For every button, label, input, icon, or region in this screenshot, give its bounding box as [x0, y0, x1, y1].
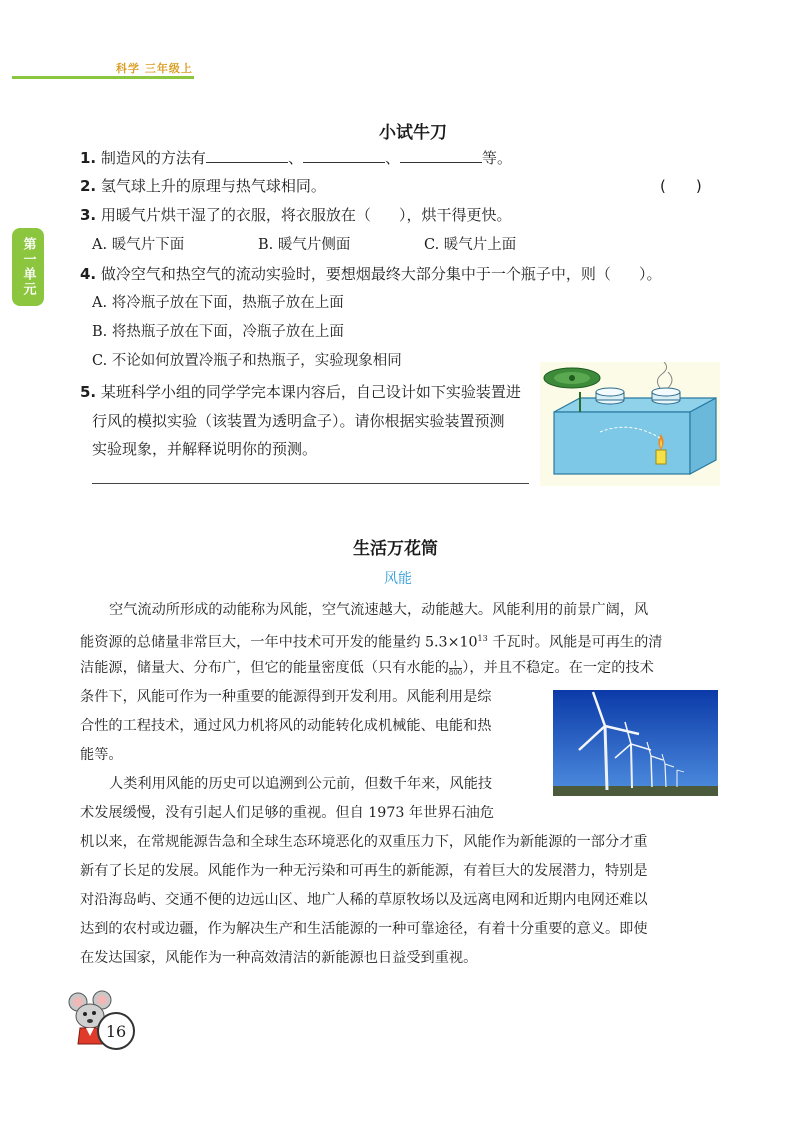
section-title-practice: 小试牛刀 [379, 123, 447, 143]
paragraph-line: 人类利用风能的历史可以追溯到公元前，但数千年来，风能技 [109, 776, 493, 792]
question-line: 某班科学小组的同学学完本课内容后，自己设计如下实验装置进 [100, 383, 521, 401]
separator: 、 [384, 149, 400, 167]
question-number: 1. [80, 149, 97, 167]
question-number: 3. [80, 206, 97, 224]
option-a[interactable]: A. 暖气片下面 [92, 237, 185, 253]
question-5 [80, 380, 521, 404]
question-text: 制造风的方法有 [100, 149, 206, 167]
question-line: 实验现象，并解释说明你的预测。 [92, 440, 318, 458]
line-text-end: 千瓦时。风能是可再生的清 [487, 634, 663, 651]
question-2 [80, 174, 326, 198]
option-c[interactable]: C. 不论如何放置冷瓶子和热瓶子，实验现象相同 [92, 353, 402, 369]
question-number: 5. [80, 383, 97, 401]
line-text-end: ），并且不稳定。在一定的技术 [462, 660, 654, 676]
section-title-life: 生活万花筒 [353, 539, 438, 559]
paragraph-line: 能等。 [80, 747, 123, 763]
question-text-end: ），烘干得更快。 [398, 206, 512, 224]
paragraph-line [80, 625, 662, 658]
question-text: 做冷空气和热空气的流动实验时，要想烟最终大部分集中于一个瓶子中，则（ [100, 265, 611, 283]
page-number: 16 [97, 1012, 135, 1050]
line-text: 能资源的总储量非常巨大，一年中技术可开发的能量约 5.3×10 [80, 634, 478, 651]
option-c[interactable]: C. 暖气片上面 [424, 237, 517, 253]
question-3 [80, 203, 511, 227]
fraction-numerator: 1 [453, 659, 458, 668]
book-header: 科学 三年级上 [116, 62, 193, 75]
unit-side-tab: 第一单元 [12, 228, 44, 306]
header-rule [12, 76, 194, 79]
question-1 [80, 146, 512, 170]
question-end: 等。 [481, 149, 512, 167]
paragraph-line: 对沿海岛屿、交通不便的边远山区、地广人稀的草原牧场以及远离电网和近期内电网还难以 [80, 892, 648, 908]
experiment-apparatus-image [540, 362, 720, 486]
answer-blank[interactable] [400, 148, 482, 163]
option-a[interactable]: A. 将冷瓶子放在下面，热瓶子放在上面 [92, 295, 344, 311]
article-subtitle: 风能 [384, 571, 412, 587]
exponent: 13 [477, 634, 488, 643]
paragraph-line: 条件下，风能可作为一种重要的能源得到开发利用。风能利用是综 [80, 689, 492, 705]
separator: 、 [287, 149, 303, 167]
paragraph-line: 术发展缓慢，没有引起人们足够的重视。但自 1973 年世界石油危 [80, 805, 495, 821]
question-number: 2. [80, 177, 97, 195]
paragraph-line: 合性的工程技术，通过风力机将风的动能转化成机械能、电能和热 [80, 718, 492, 734]
line-text: 洁能源，储量大、分布广，但它的能量密度低（只有水能的 [80, 660, 449, 676]
option-b[interactable]: B. 将热瓶子放在下面，冷瓶子放在上面 [92, 324, 344, 340]
question-text: 用暖气片烘干湿了的衣服，将衣服放在（ [100, 206, 371, 224]
question-text-end: ）。 [638, 265, 662, 283]
fraction-denominator: 800 [448, 668, 463, 677]
question-text: 氢气球上升的原理与热气球相同。 [100, 177, 326, 195]
answer-line[interactable] [92, 483, 529, 484]
paragraph-line: 在发达国家，风能作为一种高效清洁的新能源也日益受到重视。 [80, 950, 478, 966]
paragraph-line: 达到的农村或边疆，作为解决生产和生活能源的一种可靠途径，有着十分重要的意义。即使 [80, 921, 648, 937]
paragraph-line: 新有了长足的发展。风能作为一种无污染和可再生的新能源，有着巨大的发展潜力，特别是 [80, 863, 648, 879]
fraction [449, 660, 462, 677]
answer-paren[interactable]: ( ) [660, 177, 702, 195]
paragraph-line [80, 654, 654, 683]
paragraph-line: 机以来，在常规能源告急和全球生态环境恶化的双重压力下，风能作为新能源的一部分才重 [80, 834, 648, 850]
question-4 [80, 262, 661, 286]
wind-turbine-photo [553, 690, 718, 796]
question-number: 4. [80, 265, 97, 283]
option-b[interactable]: B. 暖气片侧面 [258, 237, 351, 253]
answer-blank[interactable] [206, 148, 288, 163]
question-line: 行风的模拟实验（该装置为透明盒子）。请你根据实验装置预测 [92, 412, 505, 430]
answer-blank[interactable] [303, 148, 385, 163]
paragraph-line: 空气流动所形成的动能称为风能，空气流速越大，动能越大。风能利用的前景广阔，风 [109, 602, 649, 618]
